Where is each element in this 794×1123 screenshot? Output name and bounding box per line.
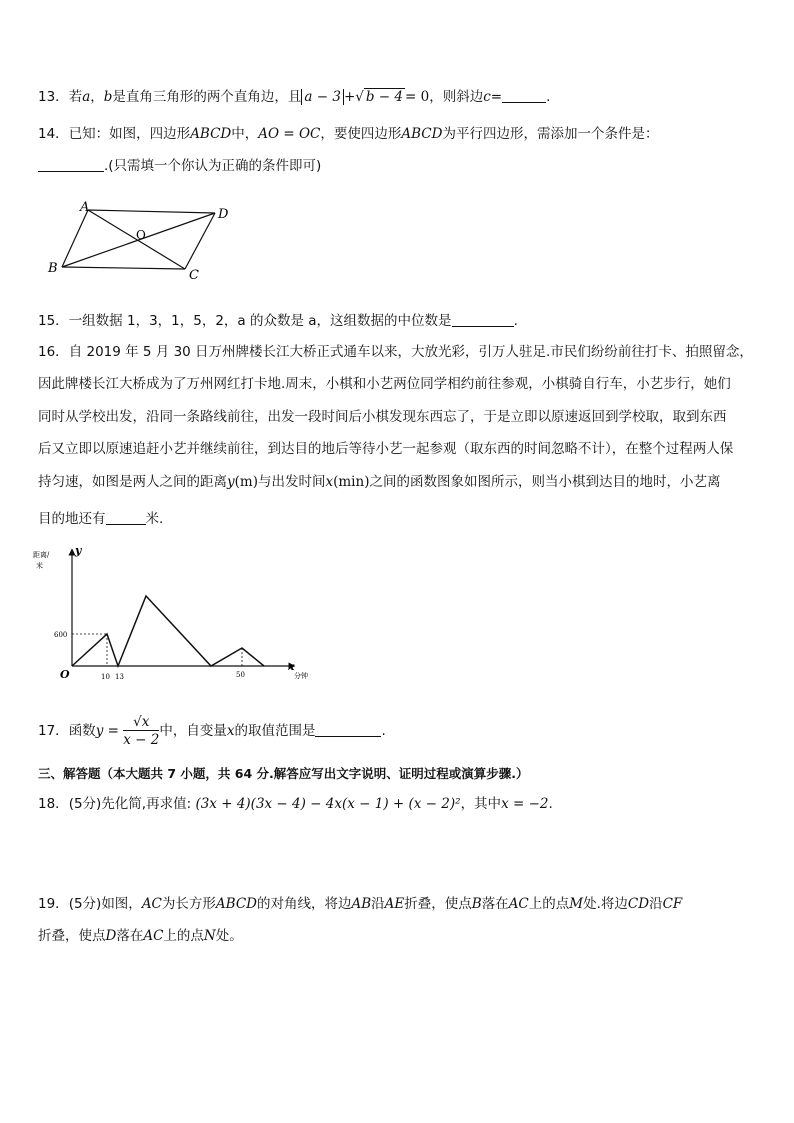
center-o-label: O [136,228,146,242]
question-19-line1: 19．(5分)如图，AC为长方形ABCD的对角线，将边AB沿AE折叠，使点B落在AC上的点M处.将边CD沿CF [38,896,683,912]
question-17: 17．函数y = $\frac{√x}{x - 2}$ 中，自变量x的取值范围是 . [38,713,386,748]
side-ad [88,210,215,213]
quadrilateral-figure [40,198,240,282]
vertex-a-label: A [80,200,90,215]
answer-blank[interactable] [315,722,381,737]
distance-time-graph [30,544,330,694]
x-axis-unit: 分钟 [294,672,308,680]
abs-expression: a − 3 [301,89,344,105]
side-cb [62,267,185,269]
question-16-line2: 因此牌楼长江大桥成为了万州网红打卡地.周末，小棋和小艺两位同学相约前往参观，小棋骑自行车，小艺步行，她们 [38,376,731,392]
origin-label: O [60,668,70,681]
question-13: 13．若a，b是直角三角形的两个直角边，且 a − 3 +√ b − 4 = 0，则斜边c= . [38,89,551,105]
question-16-line5: 持匀速，如图是两人之间的距离y(m)与出发时间x(min)之间的函数图象如图所示，则当小棋到达目的地时，小艺离 [38,474,721,490]
x-tick-50: 50 [236,671,245,679]
question-15: 15．一组数据 1，3，1，5，2，a 的众数是 a，这组数据的中位数是 . [38,313,518,329]
y-tick-600: 600 [54,631,68,639]
side-ba [62,210,88,267]
question-14-line2: .(只需填一个你认为正确的条件即可) [38,156,321,176]
answer-blank[interactable] [502,88,546,103]
answer-blank[interactable] [106,510,146,525]
question-18: 18．(5分)先化简,再求值: (3x + 4)(3x − 4) − 4x(x − 1) + (x − 2)²，其中x = −2. [38,796,553,812]
answer-blank[interactable] [452,312,514,327]
question-16-line1: 16．自 2019 年 5 月 30 日万州牌楼长江大桥正式通车以来，大放光彩，引万人驻足.市民们纷纷前往打卡、拍照留念， [38,344,753,360]
vertex-b-label: B [48,261,58,276]
vertex-d-label: D [218,207,229,222]
section-3-header: 三、解答题（本大题共 7 小题，共 64 分.解答应写出文字说明、证明过程或演算步骤.） [38,766,529,781]
sqrt-expression: b − 4 [365,89,403,105]
question-14: 14．已知：如图，四边形ABCD中，AO = OC，要使四边形ABCD为平行四边形，需添加一个条件是： [38,126,659,142]
vertex-c-label: C [189,268,199,282]
x-tick-10: 10 [101,673,110,681]
x-axis-letter: x [288,660,295,673]
distance-curve [72,596,264,666]
y-axis-label: 距离/ [33,551,50,559]
y-axis-unit: 米 [36,562,43,570]
x-tick-13: 13 [115,673,124,681]
question-16-line3: 同时从学校出发，沿同一条路线前往，出发一段时间后小棋发现东西忘了，于是立即以原速返回到学校取，取到东西 [38,409,727,425]
question-16-line4: 后又立即以原速追赶小艺并继续前往，到达目的地后等待小艺一起参观（取东西的时间忽略不计），在整个过程两人保 [38,441,734,457]
question-19-line2: 折叠，使点D落在AC上的点N处。 [38,928,243,944]
expression: (3x + 4)(3x − 4) − 4x(x − 1) + (x − 2)² [195,796,461,812]
answer-blank[interactable] [38,157,104,172]
y-axis-letter: y [75,544,82,557]
fraction: $\frac{√x}{x - 2}$ [123,713,160,748]
question-16-line6: 目的地还有 米. [38,511,164,527]
sqrt-sign: √ [355,89,364,105]
